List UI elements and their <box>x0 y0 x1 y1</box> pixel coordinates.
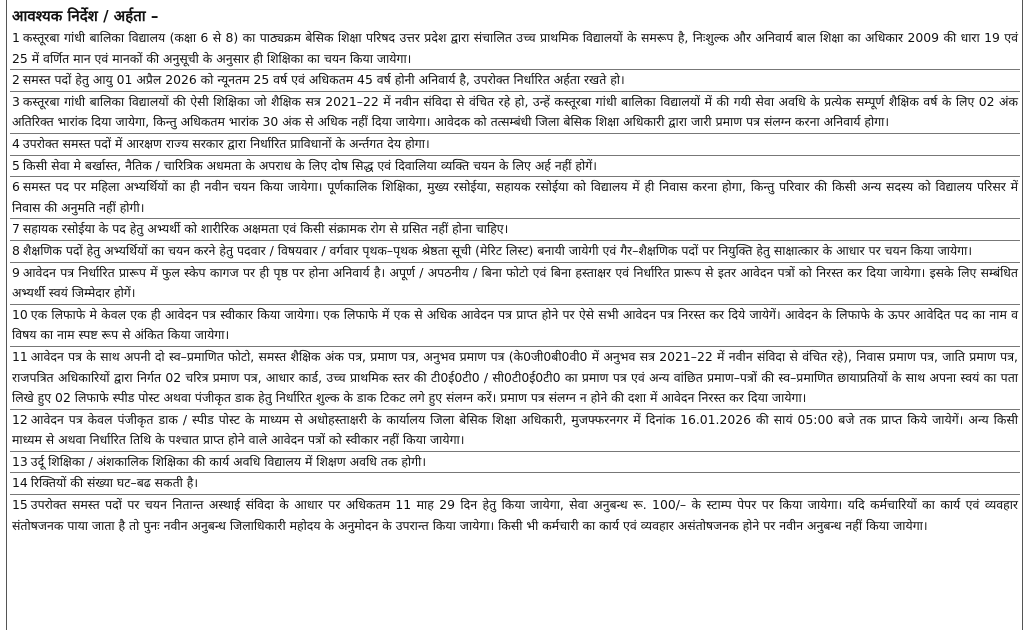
instruction-number: 13 <box>12 453 28 469</box>
instruction-text: आवेदन पत्र निर्धारित प्रारूप में फुल स्केप कागज पर ही पृष्ठ पर होना अनिवार्य है। अपूर्ण / अपठनीय / बिना फोटो एवं बिना हस्ताक्षर एवं निर्धारित प्रारूप से इतर आवेदन पत्रों को निरस्त कर दिया जायेगा। इसके लिए सम्बंधित अभ्यर्थी स्वयं जिम्मेदार होगें। <box>12 264 1018 301</box>
instruction-item <box>10 241 1020 263</box>
instruction-number: 9 <box>12 264 20 280</box>
instruction-item <box>10 70 1020 92</box>
instruction-number: 1 <box>12 30 20 45</box>
instruction-item <box>10 263 1020 305</box>
instruction-text: कस्तूरबा गांधी बालिका विद्यालयों की ऐसी शिक्षिका जो शैक्षिक सत्र 2021–22 में नवीन संविदा से वंचित रहे हो, उन्हें कस्तूरबा गांधी बालिका विद्यालयों में की गयी सेवा अवधि के प्रत्येक सम्पूर्ण शैक्षिक वर्ष के लिए 02 अंक अतिरिक्त भारांक दिया जायेगा, किन्तु अधिकतम भारांक 30 अंक से अधिक नहीं दिया जायेगा। आवेदक को तत्सम्बंधी जिला बेसिक शिक्षा अधिकारी द्वारा जारी प्रमाण पत्र संलग्न करना अनिवार्य होगा। <box>12 93 1018 130</box>
instruction-number: 6 <box>12 179 20 195</box>
instruction-number: 10 <box>12 306 28 322</box>
right-border <box>1022 0 1023 630</box>
instruction-item <box>10 347 1020 410</box>
instruction-number: 5 <box>12 157 20 173</box>
left-border <box>6 0 7 630</box>
instruction-number: 4 <box>12 135 20 151</box>
instruction-number: 11 <box>12 348 28 364</box>
instruction-item <box>10 156 1020 178</box>
instruction-text: शैक्षणिक पदों हेतु अभ्यर्थियों का चयन करने हेतु पदवार / विषयवार / वर्गवार पृथक–पृथक श्रेष्ठता सूची (मेरिट लिस्ट) बनायी जायेगी एवं गैर–शैक्षणिक पदों पर नियुक्ति हेतु साक्षात्कार के आधार पर चयन किया जायेगा। <box>22 242 973 258</box>
instruction-item <box>10 452 1020 474</box>
instruction-item <box>10 28 1020 70</box>
instruction-text: सहायक रसोईया के पद हेतु अभ्यर्थी को शारीरिक अक्षमता एवं किसी संक्रामक रोग से ग्रसित नहीं होना चाहिए। <box>22 221 509 237</box>
instruction-item <box>10 473 1020 495</box>
instructions-list <box>10 28 1020 536</box>
instruction-number: 12 <box>12 411 28 427</box>
instruction-number: 7 <box>12 221 20 237</box>
instruction-number: 8 <box>12 242 20 258</box>
instruction-text: कस्तूरबा गांधी बालिका विद्यालय (कक्षा 6 से 8) का पाठ्यक्रम बेसिक शिक्षा परिषद उत्तर प्रदेश द्वारा संचालित उच्च प्राथमिक विद्यालयों के समरूप है, निःशुल्क और अनिवार्य बाल शिक्षा का अधिकार 2009 की धारा 19 एवं 25 में वर्णित मान एवं मानकों की अनुसूची के अनुसार ही शिक्षिका का चयन किया जायेगा। <box>12 30 1018 66</box>
instruction-item <box>10 177 1020 219</box>
instruction-text: उपरोक्त समस्त पदों में आरक्षण राज्य सरकार द्वारा निर्धारित प्राविधानों के अर्न्तगत देय होगा। <box>22 135 430 151</box>
instruction-text: किसी सेवा मे बर्खास्त, नैतिक / चारित्रिक अधमता के अपराध के लिए दोष सिद्ध एवं दिवालिया व्यक्ति चयन के लिए अर्ह नहीं होगें। <box>22 157 597 173</box>
instruction-number: 2 <box>12 72 20 88</box>
instruction-item <box>10 92 1020 134</box>
instruction-item <box>10 410 1020 452</box>
instruction-text: उर्दू शिक्षिका / अंशकालिक शिक्षिका की कार्य अवधि विद्यालय में शिक्षण अवधि तक होगी। <box>30 453 427 469</box>
instruction-number: 3 <box>12 93 20 109</box>
instruction-text: एक लिफाफे मे केवल एक ही आवेदन पत्र स्वीकार किया जायेगा। एक लिफाफे में एक से अधिक आवेदन पत्र प्राप्त होने पर ऐसे सभी आवेदन पत्र निरस्त कर दिये जायेगें। आवेदन के लिफाफे के ऊपर आवेदित पद का नाम व विषय का नाम स्पष्ट रूप से अंकित किया जायेगा। <box>12 306 1018 343</box>
instruction-number: 14 <box>12 475 28 491</box>
instruction-text: आवेदन पत्र केवल पंजीकृत डाक / स्पीड पोस्ट के माध्यम से अधोहस्ताक्षरी के कार्यालय जिला बेसिक शिक्षा अधिकारी, मुजफ्फरनगर में दिनांक 16.01.2026 की सायं 05:00 बजे तक प्राप्त किये जायेगें। अन्य किसी माध्यम से अथवा निर्धारित तिथि के पश्चात प्राप्त होने वाले आवेदन पत्रों को स्वीकार नहीं किया जायेगा। <box>12 411 1018 448</box>
instruction-text: आवेदन पत्र के साथ अपनी दो स्व–प्रमाणित फोटो, समस्त शैक्षिक अंक पत्र, प्रमाण पत्र, अनुभव प्रमाण पत्र (के0जी0बी0वी0 में अनुभव सत्र 2021–22 में नवीन संविदा से वंचित रहे), निवास प्रमाण पत्र, जाति प्रमाण पत्र, राजपत्रित अधिकारियों द्वारा निर्गत 02 चरित्र प्रमाण पत्र, आधार कार्ड, उच्च प्राथमिक स्तर की टी0ई0टी0 / सी0टी0ई0टी0 का प्रमाण पत्र एवं अन्य वांछित प्रमाण–पत्रों की स्व–प्रमाणित छायाप्रतियों के साथ अपना स्वयं का पता लिखे हुए 02 लिफाफे स्पीड पोस्ट अथवा पंजीकृत डाक हेतु निर्धारित शुल्क के डाक टिकट लगे हुए संलग्न करें। प्रमाण पत्र संलग्न न होने की दशा में आवेदन निरस्त कर दिया जायेगा। <box>12 348 1018 406</box>
instruction-item <box>10 495 1020 536</box>
instruction-text: समस्त पद पर महिला अभ्यर्थियों का ही नवीन चयन किया जायेगा। पूर्णकालिक शिक्षिका, मुख्य रसोईया, सहायक रसोईया को विद्यालय में ही निवास करना होगा, किन्तु परिवार की किसी अन्य सदस्य को विद्यालय परिसर में निवास की अनुमति नहीं होगी। <box>12 179 1018 215</box>
instruction-text: समस्त पदों हेतु आयु 01 अप्रैल 2026 को न्यूनतम 25 वर्ष एवं अधिकतम 45 वर्ष होनी अनिवार्य है, उपरोक्त निर्धारित अर्हता रखते हो। <box>22 72 625 88</box>
instruction-item <box>10 219 1020 241</box>
instruction-number: 15 <box>12 497 28 513</box>
instruction-item <box>10 134 1020 156</box>
instruction-text: रिक्तियों की संख्या घट–बढ सकती है। <box>30 475 199 491</box>
instruction-text: उपरोक्त समस्त पदों पर चयन नितान्त अस्थाई संविदा के आधार पर अधिकतम 11 माह 29 दिन हेतु किया जायेगा, सेवा अनुबन्ध रू. 100/– के स्टाम्प पेपर पर किया जायेगा। यदि कर्मचारियों का कार्य एवं व्यवहार संतोषजनक पाया जाता है तो पुनः नवीन अनुबन्ध जिलाधिकारी महोदय के अनुमोदन के उपरान्त किया जायेगा। किसी भी कर्मचारी का कार्य एवं व्यवहार असंतोषजनक होने पर नवीन अनुबन्ध नहीं किया जायेगा। <box>12 497 1018 533</box>
instruction-item <box>10 305 1020 347</box>
notice-heading: आवश्यक निर्देश / अर्हता – <box>12 7 159 25</box>
